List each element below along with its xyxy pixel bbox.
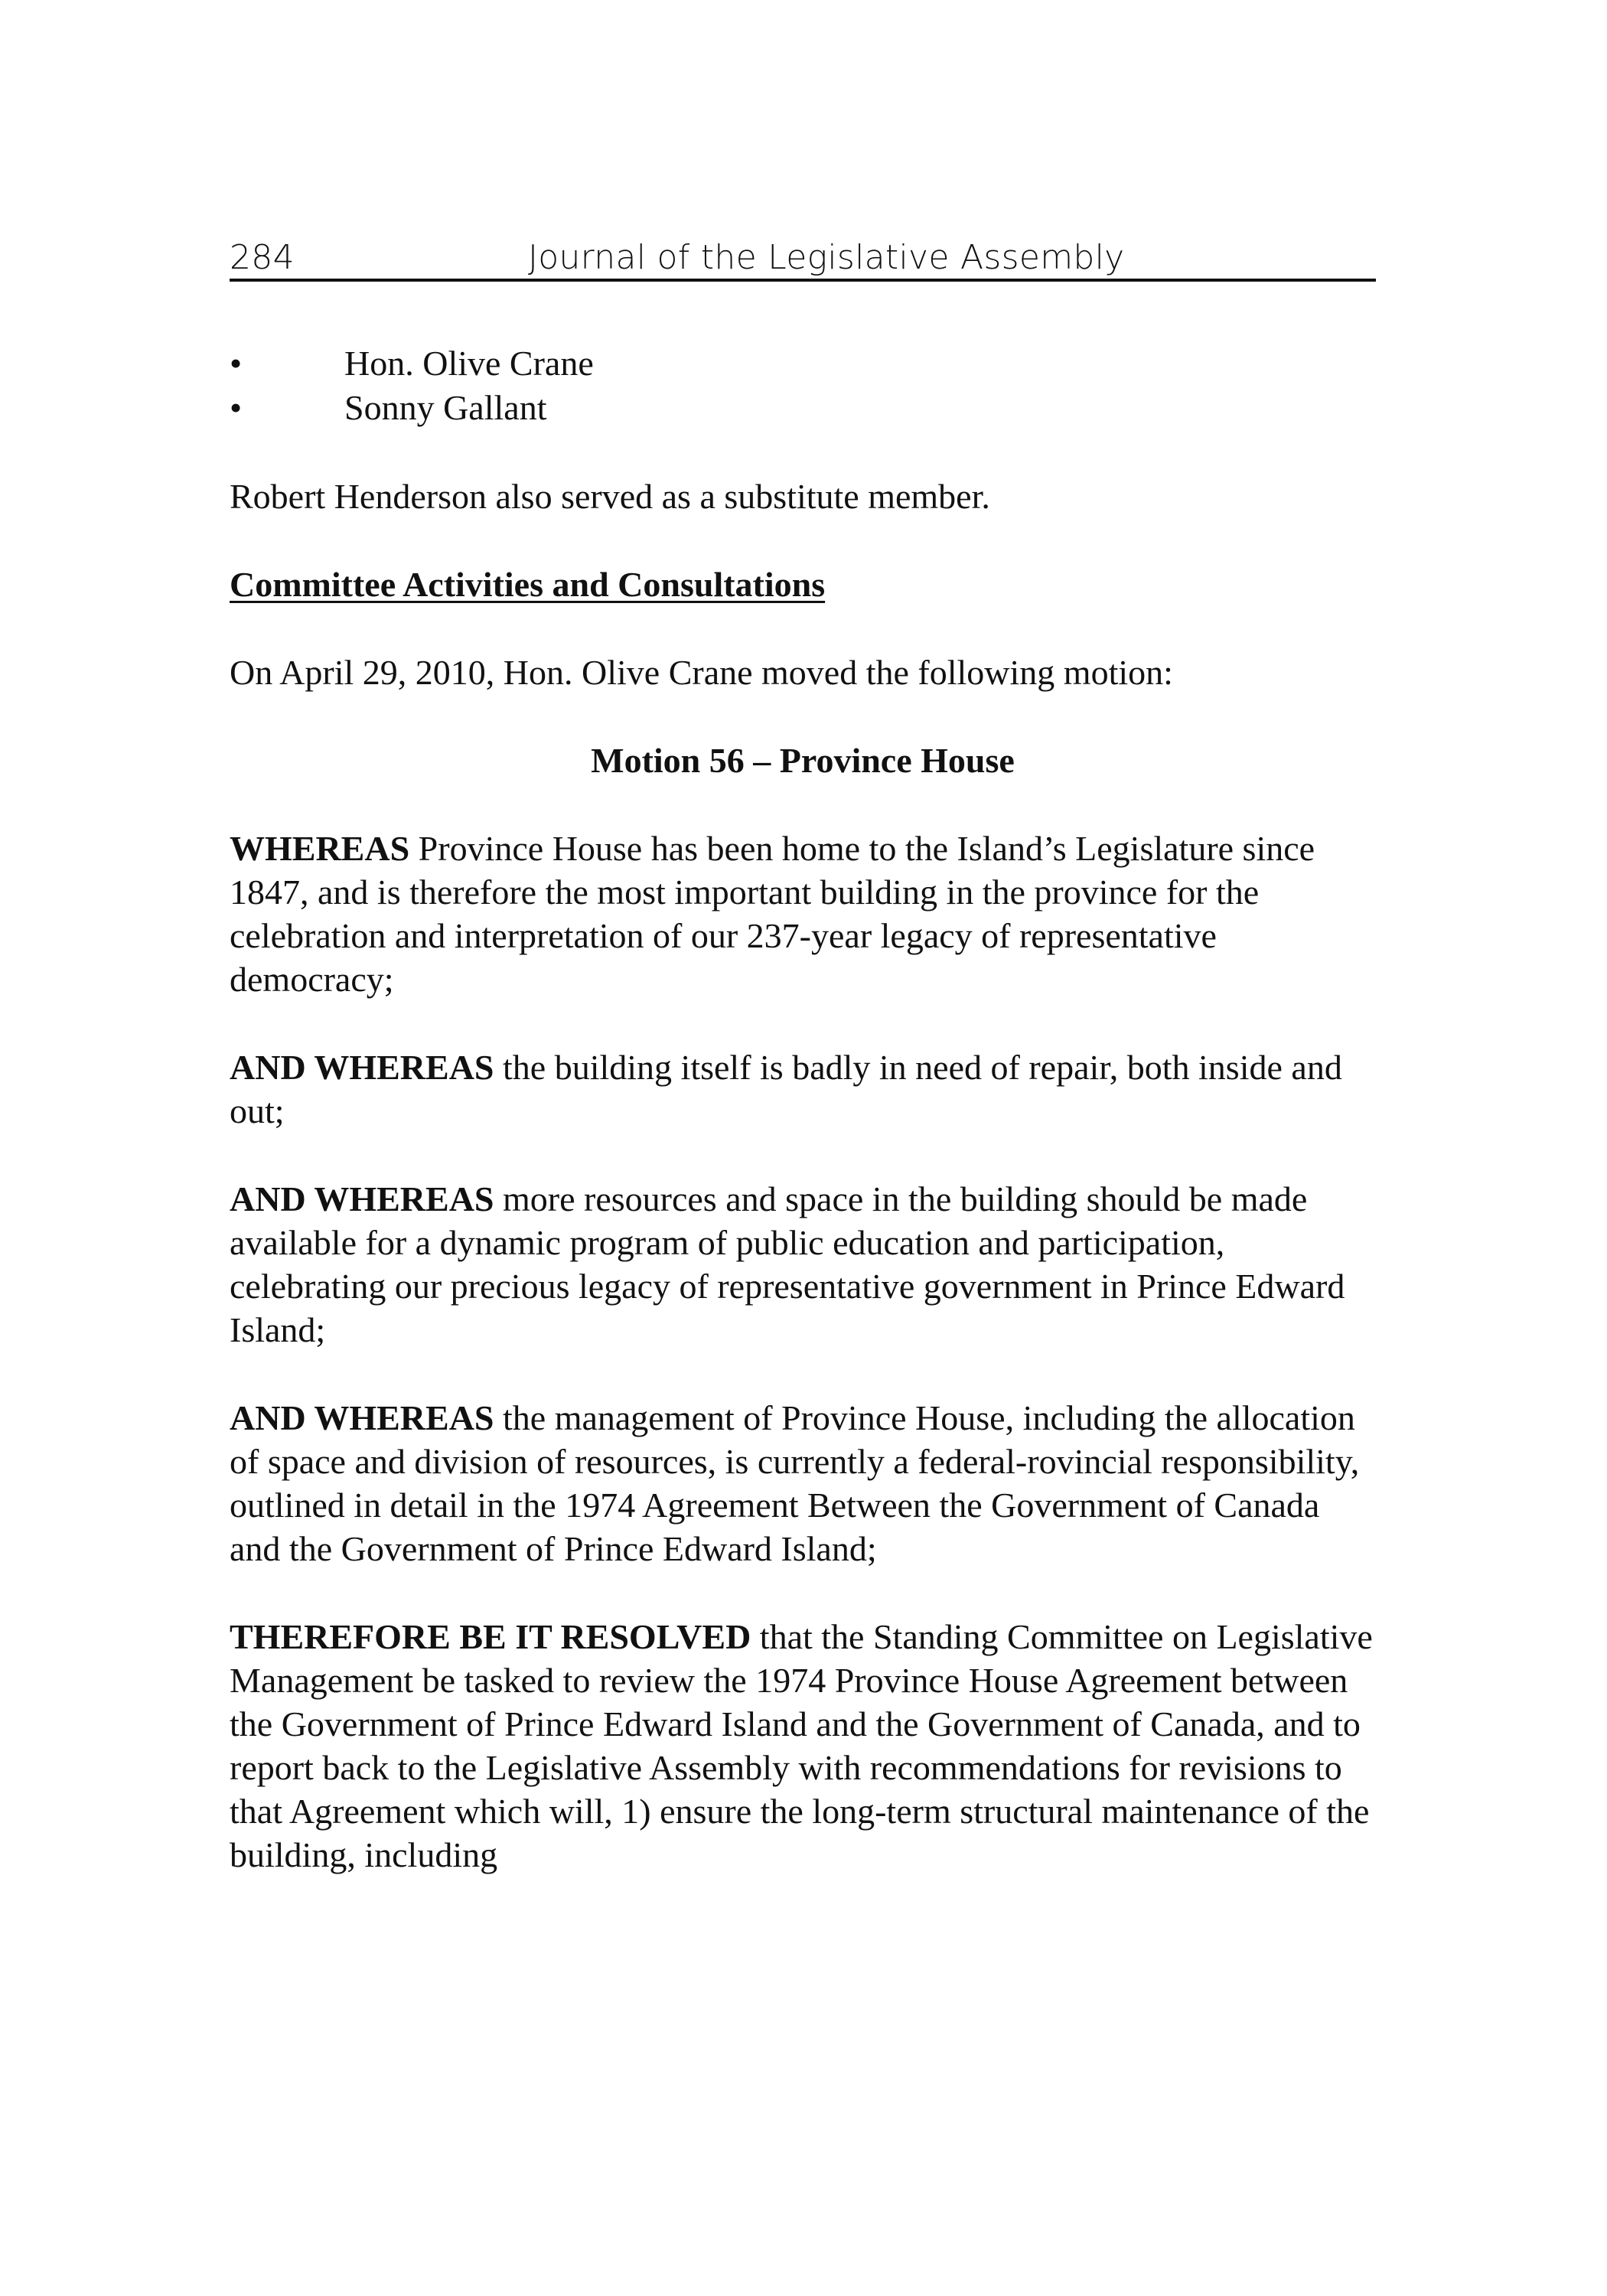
motion-clause <box>230 1615 1376 1877</box>
clause-text: more resources and space in the building should be made available for a dynamic program of public education and participation, celebrating our precious legacy of representative government in Prince Edward Island; <box>230 1179 1345 1349</box>
motion-clause <box>230 1396 1376 1570</box>
clause-lead: THEREFORE BE IT RESOLVED <box>230 1617 751 1656</box>
journal-page <box>230 230 1376 1877</box>
member-name: Hon. Olive Crane <box>344 344 594 383</box>
motion-intro: On April 29, 2010, Hon. Olive Crane moved the following motion: <box>230 653 1173 692</box>
clause-lead: AND WHEREAS <box>230 1048 494 1087</box>
motion-clause <box>230 827 1376 1001</box>
page-number: 284 <box>230 238 295 277</box>
bullet-marker: • <box>230 388 243 427</box>
motion-clause <box>230 1177 1376 1352</box>
bullet-marker: • <box>230 344 243 383</box>
motion-clause <box>230 1045 1376 1133</box>
clause-text: Province House has been home to the Island’s Legislature since 1847, and is therefore the most important building in the province for the celebration and interpretation of our 237-year legacy of representative democracy; <box>230 829 1315 999</box>
clause-lead: WHEREAS <box>230 829 410 868</box>
clause-lead: AND WHEREAS <box>230 1179 494 1218</box>
clause-text: that the Standing Committee on Legislative Management be tasked to review the 1974 Province House Agreement between the Government of Prince Edward Island and the Government of Canada, and to report back to the Legislative Assembly with recommendations for revisions to that Agreement which will, 1) ensure the long-term structural maintenance of the building, including <box>230 1617 1373 1874</box>
motion-title: Motion 56 – Province House <box>591 741 1015 780</box>
clause-text: the building itself is badly in need of repair, both inside and out; <box>230 1048 1342 1130</box>
journal-title: Journal of the Legislative Assembly <box>528 238 1125 277</box>
member-name: Sonny Gallant <box>344 388 547 427</box>
clause-lead: AND WHEREAS <box>230 1398 494 1437</box>
list-item <box>230 341 1376 386</box>
list-item <box>230 386 1376 430</box>
member-list <box>230 341 1376 430</box>
substitute-member-note: Robert Henderson also served as a substitute member. <box>230 477 990 516</box>
section-heading: Committee Activities and Consultations <box>230 565 826 604</box>
running-header <box>230 230 1376 282</box>
clause-text: the management of Province House, including the allocation of space and division of resources, is currently a federal-rovincial responsibility, outlined in detail in the 1974 Agreement Between the Government of Canada and the Government of Prince Edward Island; <box>230 1398 1360 1568</box>
